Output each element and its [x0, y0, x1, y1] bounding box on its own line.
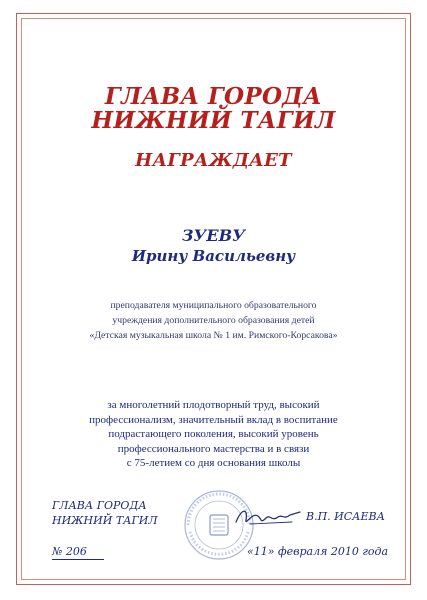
signatory-title-line1: ГЛАВА ГОРОДА — [52, 499, 147, 512]
merit-line: за многолетний плодотворный труд, высокий — [107, 399, 320, 411]
merit-line: с 75-летием со дня основания школы — [126, 457, 301, 469]
merit-line: профессионализм, значительный вклад в воспитание — [89, 413, 338, 426]
recipient-given-names: Ирину Васильевну — [131, 247, 296, 265]
header-title-line1: ГЛАВА ГОРОДА — [104, 83, 323, 110]
merit-statement — [40, 398, 387, 471]
document-date: «11» февраля 2010 года — [247, 545, 389, 558]
header-title-line2: НИЖНИЙ ТАГИЛ — [91, 107, 336, 134]
signatory-name: В.П. ИСАЕВА — [306, 510, 385, 523]
awards-heading: НАГРАЖДАЕТ — [135, 150, 292, 171]
merit-line: профессионального мастерства и в связи — [117, 442, 310, 455]
merit-line: подрастающего поколения, высокий уровень — [108, 428, 319, 440]
signatory-title — [52, 498, 158, 528]
position-line: «Детская музыкальная школа № 1 им. Римского-Корсакова» — [89, 330, 338, 341]
document-number: № 206 — [52, 545, 87, 558]
position-line: учреждения дополнительного образования детей — [112, 315, 315, 326]
recipient-position — [40, 298, 387, 343]
signatory-title-line2: НИЖНИЙ ТАГИЛ — [52, 514, 158, 527]
document-number-underline — [52, 559, 104, 560]
recipient-surname: ЗУЕВУ — [181, 226, 246, 245]
position-line: преподавателя муниципального образовательного — [110, 300, 317, 311]
handwritten-signature — [232, 502, 304, 530]
